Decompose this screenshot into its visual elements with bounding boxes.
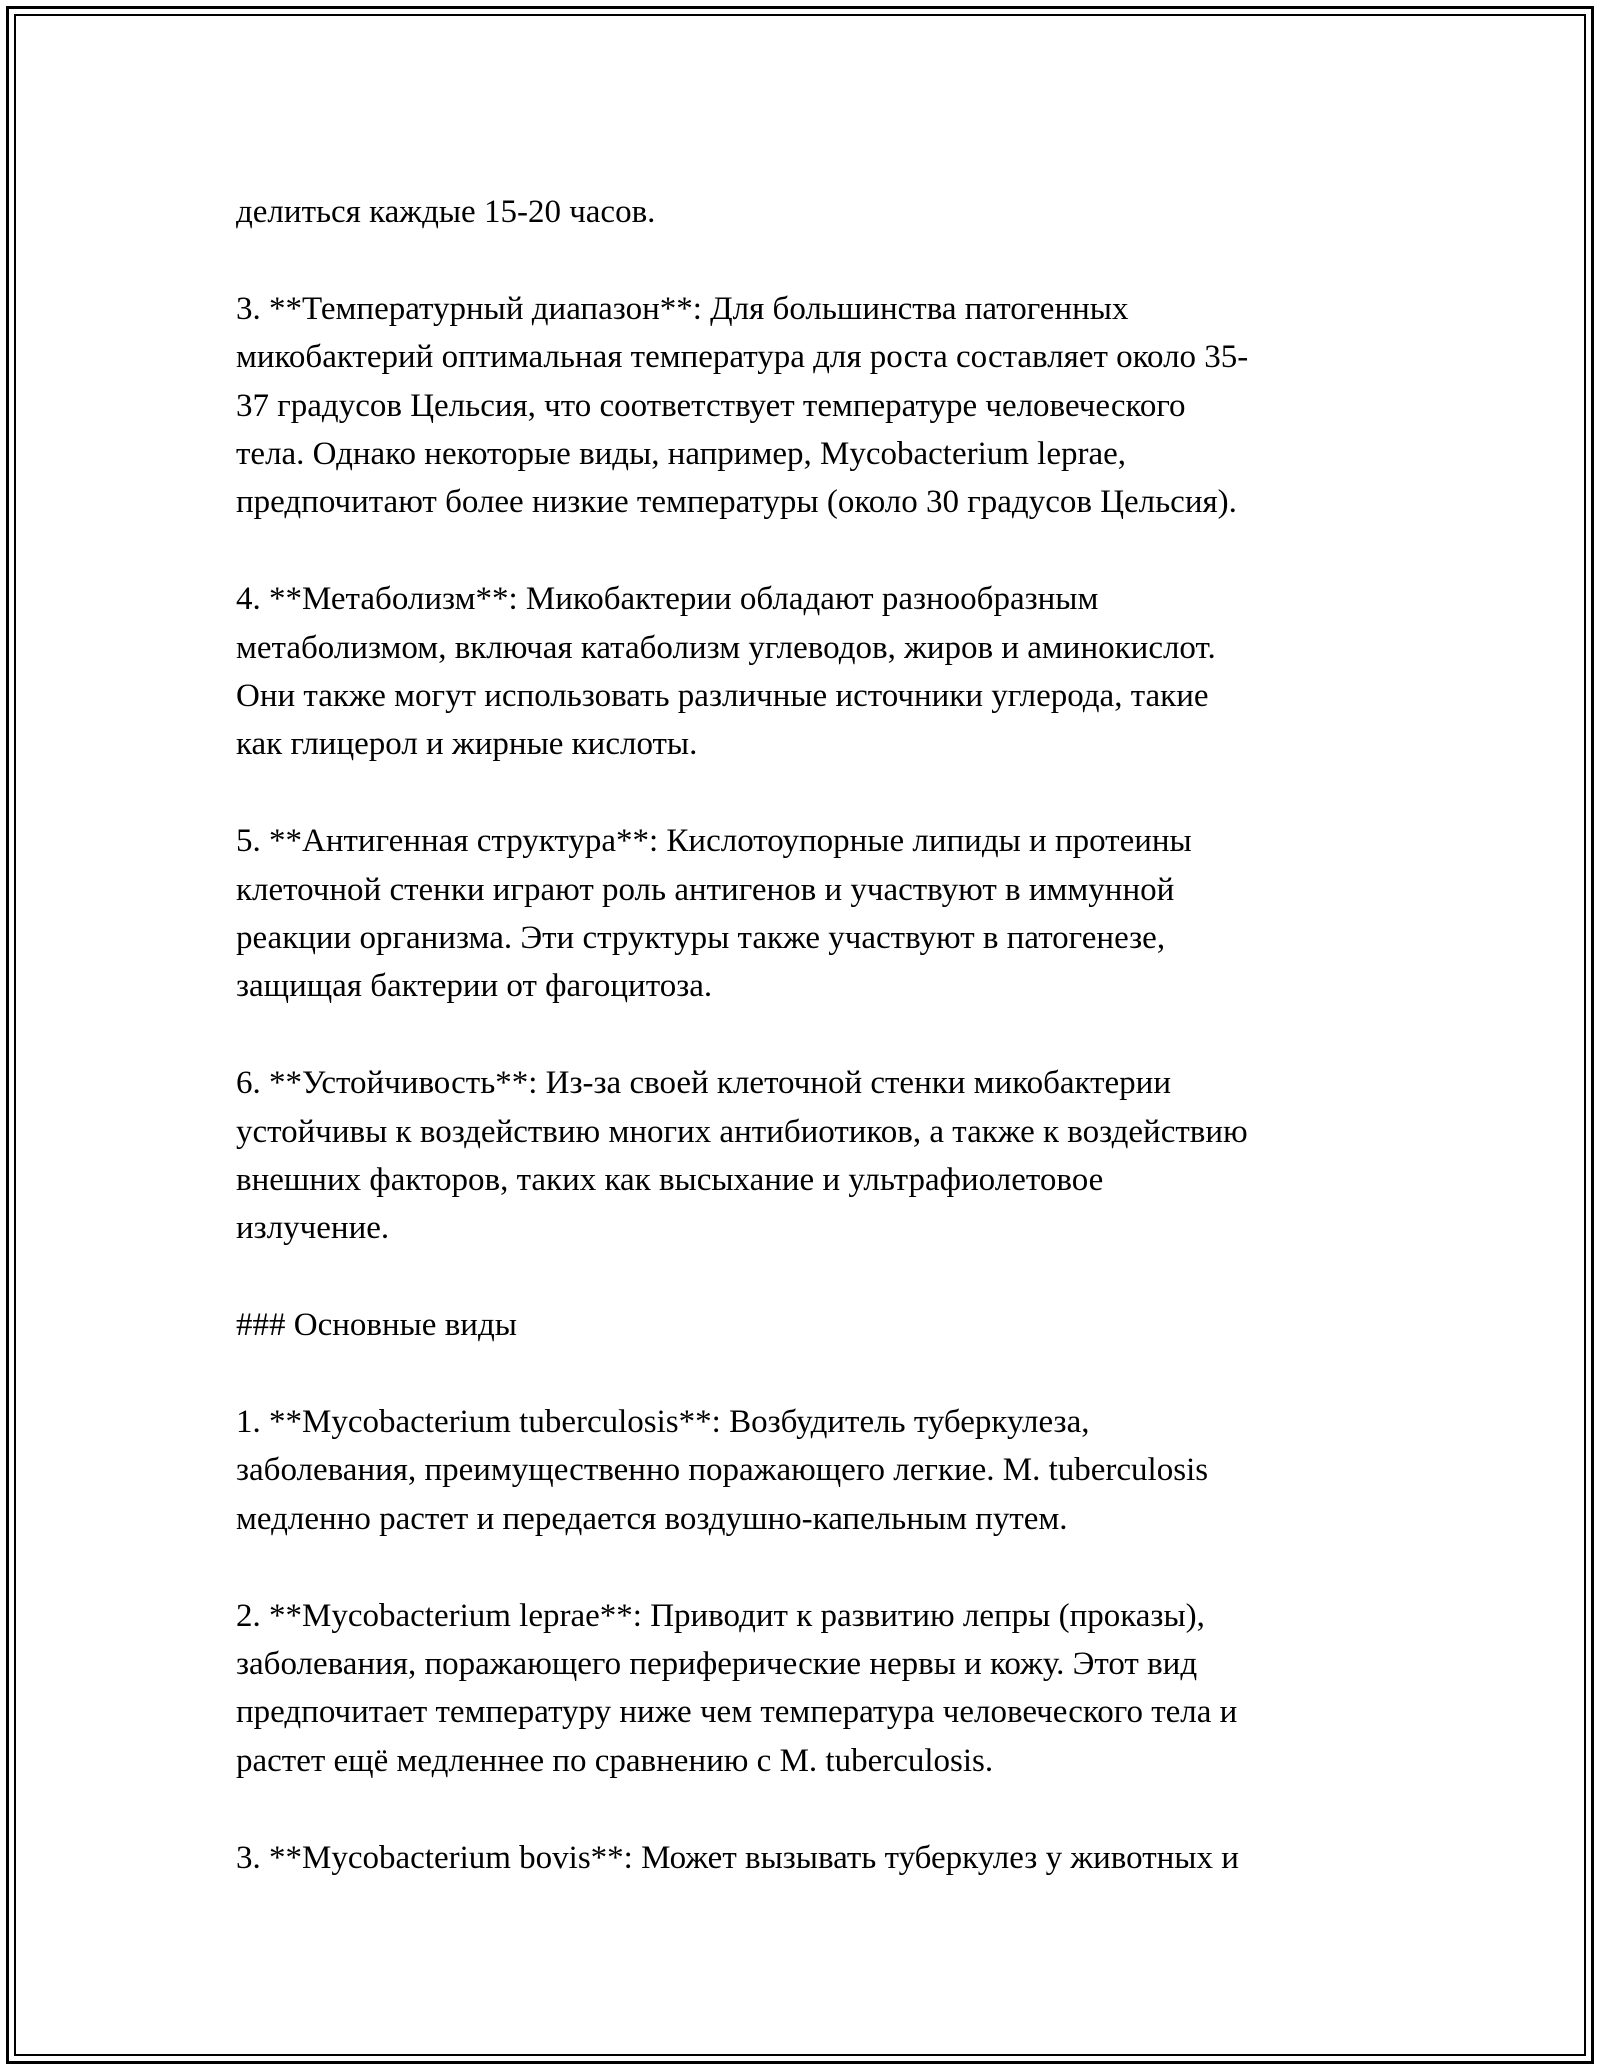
paragraph-item-6-resistance [236, 1059, 1396, 1253]
text-line: 3. **Температурный диапазон**: Для большинства патогенных [236, 290, 1129, 327]
paragraph-item-5-antigen [236, 817, 1396, 1011]
text-line: защищая бактерии от фагоцитоза. [236, 968, 713, 1005]
text-line: медленно растет и передается воздушно-капельным путем. [236, 1500, 1068, 1537]
text-line: как глицерол и жирные кислоты. [236, 726, 698, 763]
text-line: 37 градусов Цельсия, что соответствует температуре человеческого [236, 387, 1186, 424]
text-line: реакции организма. Эти структуры также участвуют в патогенезе, [236, 920, 1166, 957]
text-line: растет ещё медленнее по сравнению с M. tuberculosis. [236, 1742, 994, 1779]
text-line: заболевания, поражающего периферические нервы и кожу. Этот вид [236, 1646, 1198, 1683]
paragraph-species-2-leprae [236, 1592, 1396, 1786]
paragraph-item-4-metabolism [236, 575, 1396, 769]
text-line: внешних факторов, таких как высыхание и ультрафиолетовое [236, 1162, 1104, 1199]
paragraph-growth-rate-end [236, 188, 1396, 236]
text-line: микобактерий оптимальная температура для роста составляет около 35- [236, 339, 1249, 376]
text-line: 1. **Mycobacterium tuberculosis**: Возбудитель туберкулеза, [236, 1404, 1090, 1441]
paragraph-item-3-temperature [236, 285, 1396, 527]
text-line: делиться каждые 15-20 часов. [236, 194, 656, 230]
heading-text: ### Основные виды [236, 1307, 517, 1344]
text-line: 3. **Mycobacterium bovis**: Может вызывать туберкулез у животных и [236, 1839, 1239, 1876]
text-line: 5. **Антигенная структура**: Кислотоупорные липиды и протеины [236, 823, 1192, 860]
text-line: предпочитают более низкие температуры (около 30 градусов Цельсия). [236, 484, 1237, 521]
document-body [236, 188, 1396, 1882]
text-line: излучение. [236, 1210, 390, 1247]
text-line: предпочитает температуру ниже чем температура человеческого тела и [236, 1694, 1238, 1731]
text-line: 2. **Mycobacterium leprae**: Приводит к развитию лепры (проказы), [236, 1597, 1205, 1634]
text-line: заболевания, преимущественно поражающего легкие. M. tuberculosis [236, 1452, 1209, 1489]
paragraph-species-1-tuberculosis [236, 1398, 1396, 1543]
text-line: Они также могут использовать различные источники углерода, такие [236, 678, 1209, 715]
text-line: 4. **Метаболизм**: Микобактерии обладают разнообразным [236, 581, 1099, 618]
text-line: метаболизмом, включая катаболизм углеводов, жиров и аминокислот. [236, 629, 1216, 666]
text-line: тела. Однако некоторые виды, например, Mycobacterium leprae, [236, 436, 1127, 473]
paragraph-species-3-bovis [236, 1834, 1396, 1882]
text-line: клеточной стенки играют роль антигенов и участвуют в иммунной [236, 871, 1175, 908]
text-line: устойчивы к воздействию многих антибиотиков, а также к воздействию [236, 1113, 1248, 1150]
text-line: 6. **Устойчивость**: Из-за своей клеточной стенки микобактерии [236, 1065, 1172, 1102]
section-heading-main-species [236, 1301, 1396, 1349]
